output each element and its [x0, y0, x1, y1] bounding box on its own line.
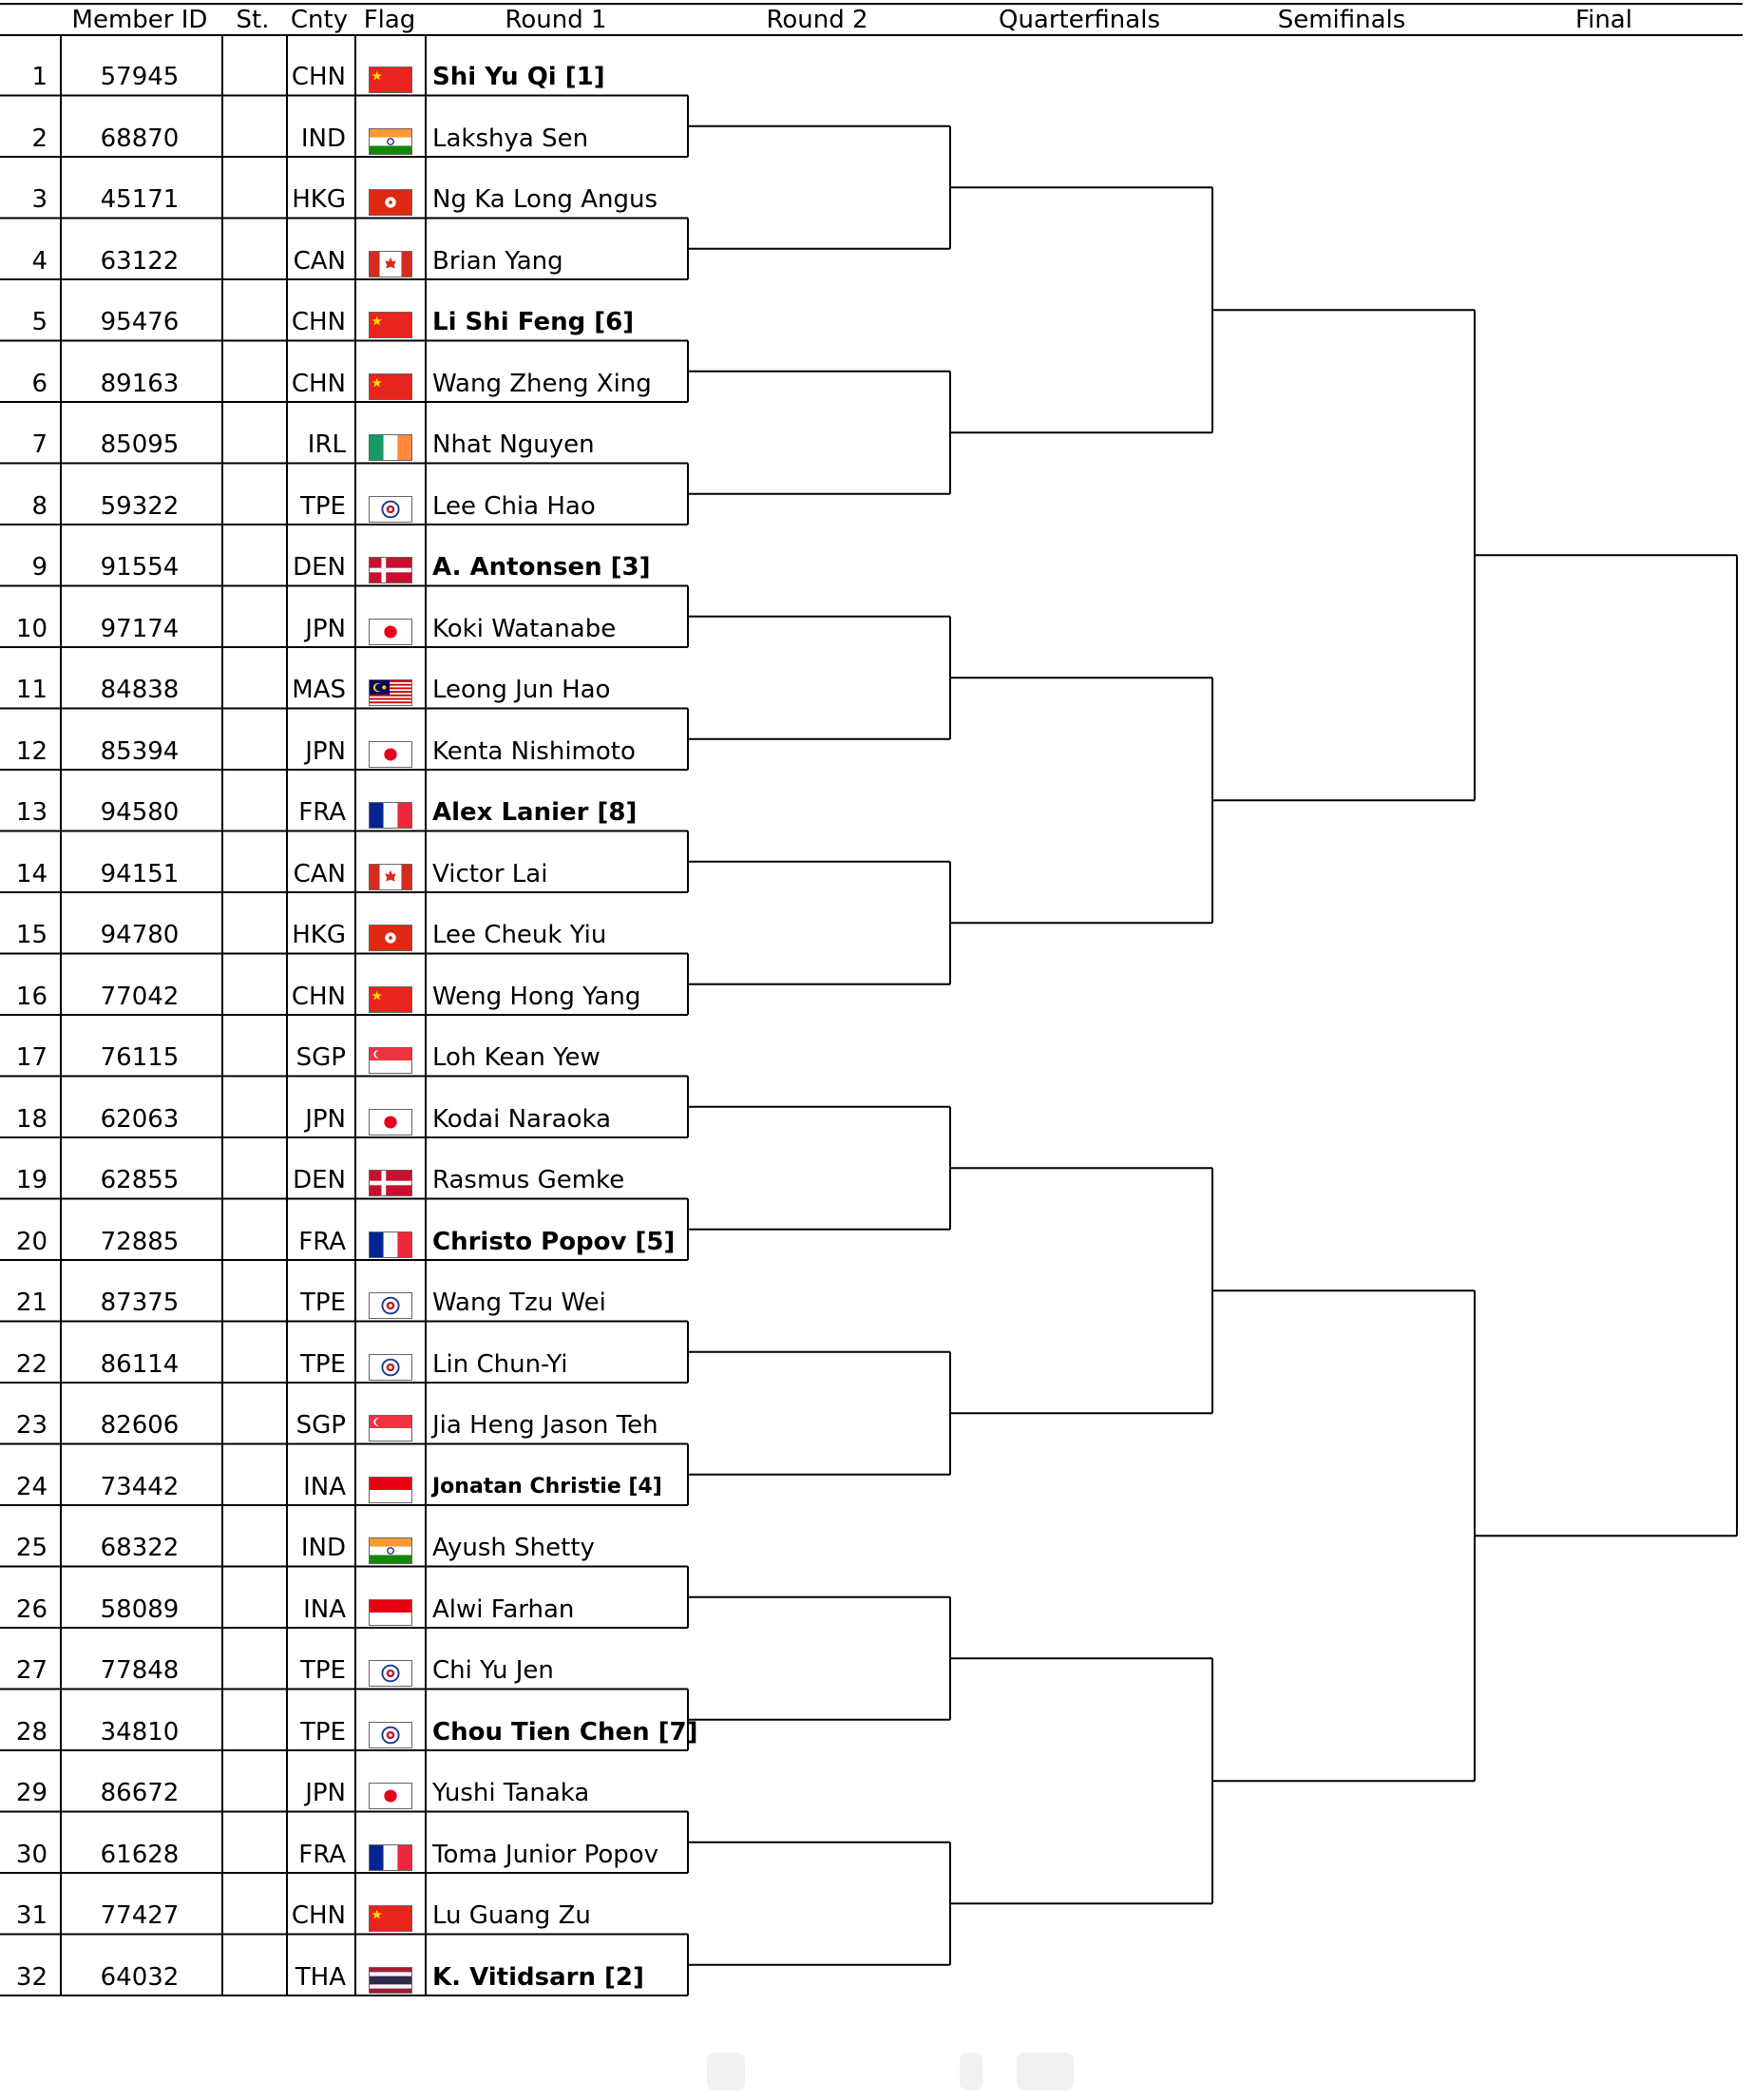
draw-position: 8	[31, 491, 48, 521]
hong-kong-flag-icon	[369, 925, 412, 951]
china-flag-icon	[369, 986, 412, 1013]
player-name: Wang Zheng Xing	[432, 369, 652, 398]
player-name: Victor Lai	[432, 859, 548, 888]
china-flag-icon	[369, 373, 412, 400]
header-round-1: Round 1	[505, 6, 607, 34]
member-id: 61628	[100, 1840, 180, 1869]
country-code: CAN	[293, 246, 346, 276]
country-code: IRL	[307, 430, 346, 459]
player-name: Lu Guang Zu	[432, 1901, 591, 1930]
draw-position: 19	[15, 1166, 48, 1194]
chinese-taipei-flag-icon	[369, 1722, 412, 1748]
member-id: 57945	[100, 63, 180, 91]
country-code: JPN	[305, 736, 346, 766]
country-code: TPE	[300, 1656, 346, 1685]
country-code: CAN	[293, 859, 346, 888]
japan-flag-icon	[369, 1783, 412, 1809]
player-name: Kodai Naraoka	[432, 1104, 612, 1134]
canada-flag-icon	[369, 251, 412, 277]
india-flag-icon	[369, 1537, 412, 1564]
draw-position: 15	[15, 921, 48, 949]
country-code: THA	[295, 1962, 346, 1992]
member-id: 84838	[100, 676, 180, 704]
draw-position: 17	[15, 1043, 48, 1072]
watermark-mark	[960, 2052, 982, 2090]
member-id: 94780	[100, 921, 180, 949]
draw-position: 5	[31, 308, 48, 336]
player-name: A. Antonsen [3]	[432, 553, 651, 582]
draw-position: 2	[31, 124, 48, 153]
player-name: Loh Kean Yew	[432, 1043, 601, 1072]
country-code: FRA	[298, 798, 346, 827]
player-name: Chou Tien Chen [7]	[432, 1717, 698, 1747]
country-code: JPN	[305, 614, 346, 643]
player-name: Jia Heng Jason Teh	[432, 1411, 658, 1440]
india-flag-icon	[369, 128, 412, 155]
member-id: 95476	[100, 308, 180, 336]
player-name: Lakshya Sen	[432, 124, 589, 153]
singapore-flag-icon	[369, 1047, 412, 1074]
member-id: 62063	[100, 1104, 180, 1134]
draw-position: 6	[31, 369, 48, 398]
country-code: HKG	[292, 921, 346, 949]
header-round-2: Round 2	[766, 6, 868, 34]
malaysia-flag-icon	[369, 679, 412, 706]
header-quarterfinals: Quarterfinals	[998, 6, 1160, 34]
draw-position: 30	[15, 1840, 48, 1869]
player-name: Li Shi Feng [6]	[432, 308, 635, 336]
draw-position: 9	[31, 553, 48, 582]
player-name: Christo Popov [5]	[432, 1227, 676, 1256]
player-name: Alwi Farhan	[432, 1594, 575, 1624]
player-name: Brian Yang	[432, 246, 563, 276]
indonesia-flag-icon	[369, 1477, 412, 1503]
country-code: FRA	[298, 1840, 346, 1869]
header-member-id: Member ID	[71, 6, 208, 34]
member-id: 58089	[100, 1594, 180, 1624]
draw-position: 18	[15, 1104, 48, 1134]
japan-flag-icon	[369, 741, 412, 768]
player-name: Yushi Tanaka	[432, 1779, 590, 1807]
china-flag-icon	[369, 312, 412, 338]
member-id: 77427	[100, 1901, 180, 1930]
country-code: IND	[300, 1534, 346, 1562]
member-id: 77042	[100, 982, 180, 1011]
country-code: TPE	[300, 1717, 346, 1747]
player-name: Lee Cheuk Yiu	[432, 921, 607, 949]
member-id: 73442	[100, 1472, 180, 1501]
draw-position: 14	[15, 859, 48, 888]
country-code: TPE	[300, 1349, 346, 1379]
header-final: Final	[1575, 6, 1632, 34]
country-code: SGP	[296, 1043, 346, 1072]
france-flag-icon	[369, 1844, 412, 1871]
draw-position: 13	[15, 798, 48, 827]
watermark-mark	[1017, 2052, 1074, 2090]
member-id: 68322	[100, 1534, 180, 1562]
country-code: CHN	[291, 982, 346, 1011]
singapore-flag-icon	[369, 1415, 412, 1441]
denmark-flag-icon	[369, 557, 412, 583]
player-name: Lin Chun-Yi	[432, 1349, 568, 1379]
country-code: TPE	[300, 491, 346, 521]
country-code: INA	[303, 1594, 346, 1624]
header-flag: Flag	[363, 6, 416, 34]
player-name: Chi Yu Jen	[432, 1656, 554, 1685]
draw-position: 12	[15, 736, 48, 766]
member-id: 72885	[100, 1227, 180, 1256]
header-country: Cnty	[290, 6, 349, 34]
player-name: Shi Yu Qi [1]	[432, 63, 605, 91]
player-name: Nhat Nguyen	[432, 430, 595, 459]
draw-position: 32	[15, 1962, 48, 1992]
canada-flag-icon	[369, 864, 412, 890]
member-id: 85394	[100, 736, 180, 766]
country-code: TPE	[300, 1289, 346, 1317]
member-id: 45171	[100, 185, 180, 214]
draw-position: 1	[31, 63, 48, 91]
member-id: 85095	[100, 430, 180, 459]
ireland-flag-icon	[369, 434, 412, 461]
japan-flag-icon	[369, 1109, 412, 1136]
japan-flag-icon	[369, 619, 412, 645]
draw-position: 25	[15, 1534, 48, 1562]
china-flag-icon	[369, 67, 412, 93]
member-id: 34810	[100, 1717, 180, 1747]
member-id: 86114	[100, 1349, 180, 1379]
draw-position: 16	[15, 982, 48, 1011]
country-code: JPN	[305, 1779, 346, 1807]
draw-position: 28	[15, 1717, 48, 1747]
country-code: CHN	[291, 308, 346, 336]
draw-position: 20	[15, 1227, 48, 1256]
draw-position: 21	[15, 1289, 48, 1317]
hong-kong-flag-icon	[369, 189, 412, 216]
denmark-flag-icon	[369, 1170, 412, 1196]
player-name: Ng Ka Long Angus	[432, 185, 658, 214]
draw-position: 7	[31, 430, 48, 459]
member-id: 62855	[100, 1166, 180, 1194]
country-code: MAS	[292, 676, 346, 704]
chinese-taipei-flag-icon	[369, 1354, 412, 1381]
member-id: 94151	[100, 859, 180, 888]
member-id: 97174	[100, 614, 180, 643]
country-code: DEN	[293, 1166, 346, 1194]
chinese-taipei-flag-icon	[369, 1660, 412, 1687]
draw-position: 11	[15, 676, 48, 704]
member-id: 82606	[100, 1411, 180, 1440]
member-id: 94580	[100, 798, 180, 827]
header-semifinals: Semifinals	[1277, 6, 1406, 34]
draw-position: 23	[15, 1411, 48, 1440]
member-id: 59322	[100, 491, 180, 521]
draw-position: 26	[15, 1594, 48, 1624]
player-name: Alex Lanier [8]	[432, 798, 638, 827]
member-id: 64032	[100, 1962, 180, 1992]
draw-position: 31	[15, 1901, 48, 1930]
indonesia-flag-icon	[369, 1599, 412, 1626]
member-id: 89163	[100, 369, 180, 398]
france-flag-icon	[369, 802, 412, 829]
draw-position: 22	[15, 1349, 48, 1379]
country-code: SGP	[296, 1411, 346, 1440]
member-id: 77848	[100, 1656, 180, 1685]
player-name: Rasmus Gemke	[432, 1166, 625, 1194]
player-name: Lee Chia Hao	[432, 491, 596, 521]
country-code: HKG	[292, 185, 346, 214]
player-name: Koki Watanabe	[432, 614, 617, 643]
draw-position: 27	[15, 1656, 48, 1685]
draw-position: 29	[15, 1779, 48, 1807]
player-name: Toma Junior Popov	[432, 1840, 659, 1869]
country-code: CHN	[291, 63, 346, 91]
chinese-taipei-flag-icon	[369, 496, 412, 523]
member-id: 87375	[100, 1289, 180, 1317]
chinese-taipei-flag-icon	[369, 1292, 412, 1319]
country-code: DEN	[293, 553, 346, 582]
member-id: 68870	[100, 124, 180, 153]
thailand-flag-icon	[369, 1967, 412, 1994]
country-code: IND	[300, 124, 346, 153]
country-code: JPN	[305, 1104, 346, 1134]
player-name: K. Vitidsarn [2]	[432, 1962, 644, 1992]
player-name: Kenta Nishimoto	[432, 736, 636, 766]
player-name: Leong Jun Hao	[432, 676, 611, 704]
country-code: INA	[303, 1472, 346, 1501]
country-code: CHN	[291, 1901, 346, 1930]
header-status: St.	[236, 6, 270, 34]
player-name: Weng Hong Yang	[432, 982, 641, 1011]
player-name: Ayush Shetty	[432, 1534, 595, 1562]
draw-position: 24	[15, 1472, 48, 1501]
member-id: 86672	[100, 1779, 180, 1807]
player-name: Wang Tzu Wei	[432, 1289, 606, 1317]
watermark-mark	[707, 2052, 745, 2090]
member-id: 76115	[100, 1043, 180, 1072]
draw-position: 10	[15, 614, 48, 643]
draw-position: 3	[31, 185, 48, 214]
member-id: 63122	[100, 246, 180, 276]
country-code: CHN	[291, 369, 346, 398]
country-code: FRA	[298, 1227, 346, 1256]
france-flag-icon	[369, 1231, 412, 1258]
player-name: Jonatan Christie [4]	[432, 1474, 662, 1499]
draw-position: 4	[31, 246, 48, 276]
member-id: 91554	[100, 553, 180, 582]
china-flag-icon	[369, 1905, 412, 1932]
